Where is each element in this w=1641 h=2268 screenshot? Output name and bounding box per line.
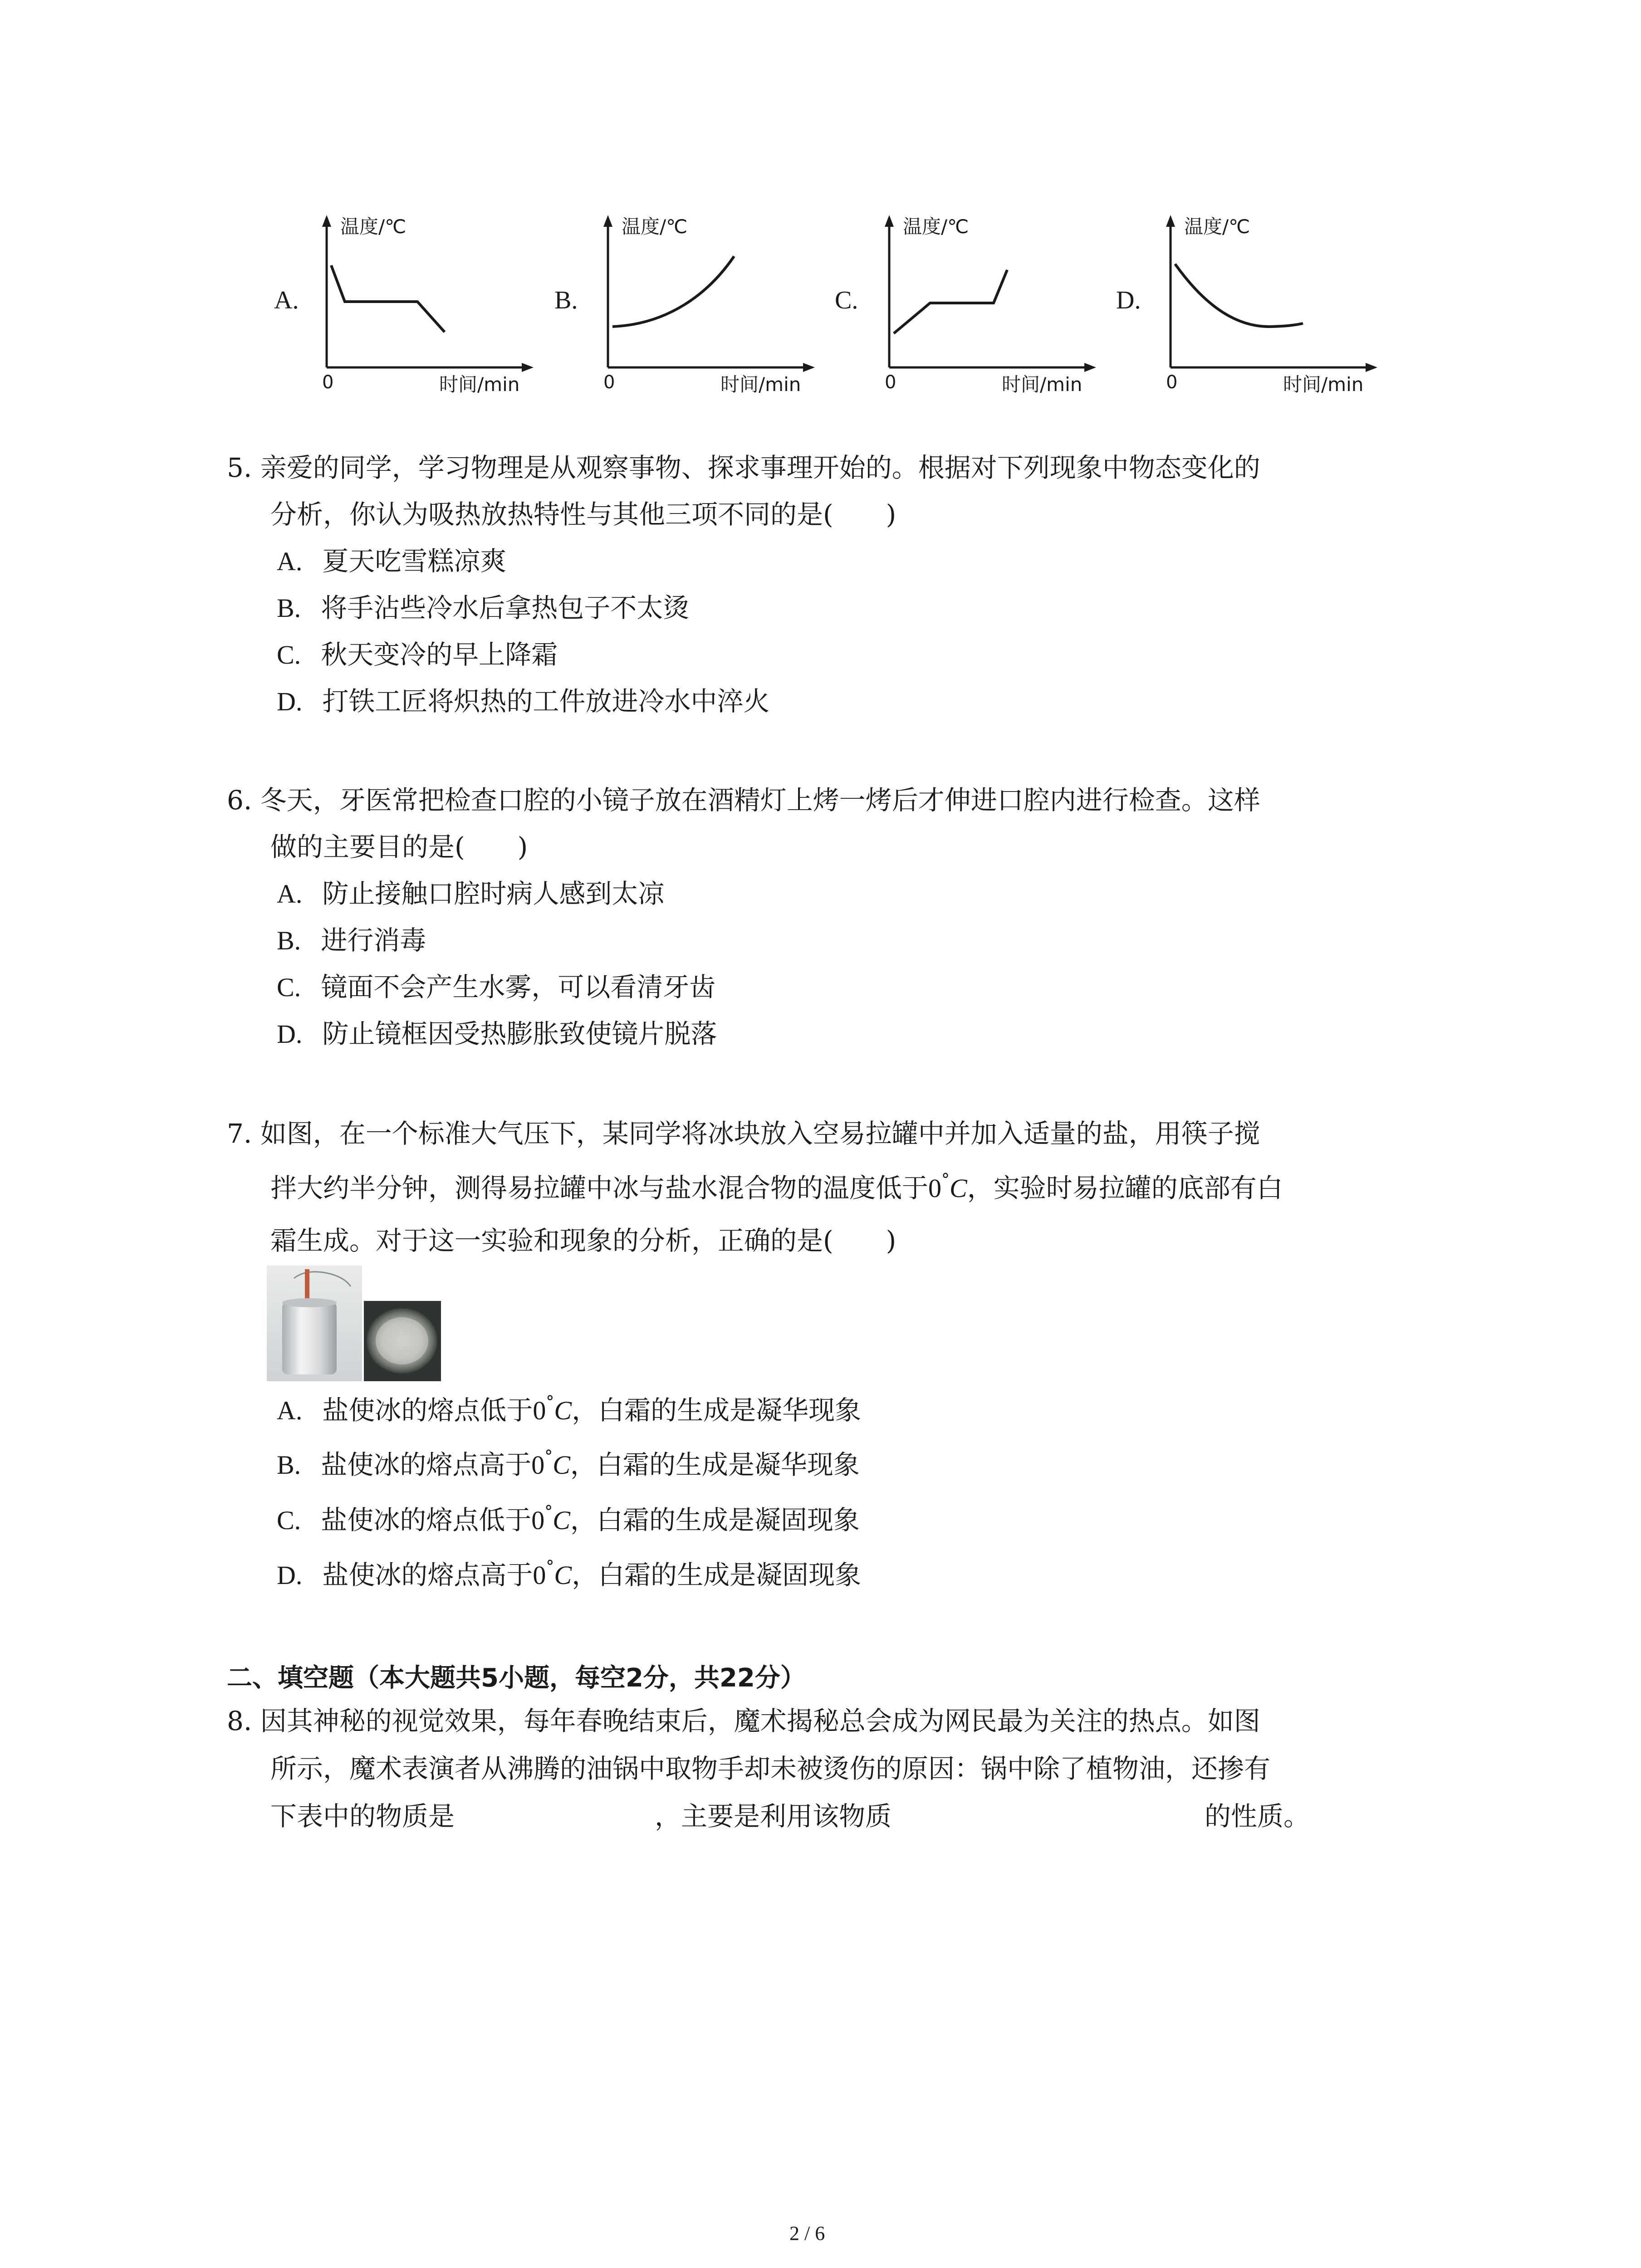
q5-option-a-text: 夏天吃雪糕凉爽 [322, 546, 507, 577]
q8-stem-line1: 8. 因其神秘的视觉效果，每年春晚结束后，魔术揭秘总会成为网民最为关注的热点。如图 [227, 1706, 1260, 1736]
graph-a-ylabel: 温度/℃ [340, 215, 407, 238]
graph-d-curve [1175, 264, 1303, 327]
graph-a-letter: A. [274, 286, 299, 314]
graph-c-xlabel: 时间/min [1002, 373, 1083, 395]
q7-option-a-temp-unit: C [554, 1396, 572, 1425]
q5-option-b [277, 592, 690, 623]
graph-b-xlabel: 时间/min [720, 373, 801, 395]
q7-stem-line1: 7. 如图，在一个标准大气压下，某同学将冰块放入空易拉罐中并加入适量的盐，用筷子搅 [227, 1118, 1260, 1149]
q8-blank-1[interactable] [481, 1799, 649, 1831]
q6-option-b [277, 927, 426, 954]
page-number: 2 / 6 [789, 2222, 825, 2244]
q7-option-a-letter: A. [277, 1396, 303, 1425]
q6-option-b-letter: B. [277, 926, 301, 955]
q6-option-a-letter: A. [277, 879, 303, 909]
q7-option-a [277, 1393, 862, 1426]
q5-option-d-text: 打铁工匠将炽热的工件放进冷水中淬火 [322, 686, 770, 717]
q7-stem-line3: 霜生成。对于这一实验和现象的分析，正确的是( ) [270, 1225, 896, 1256]
q7-temp-num: 0 [928, 1173, 942, 1203]
q8-stem-line3-c: 的性质。 [1205, 1801, 1310, 1832]
q7-option-a-post: ，白霜的生成是凝华现象 [572, 1395, 862, 1426]
q7-option-c-temp-num: 0 [531, 1505, 545, 1535]
q6-stem-line2: 做的主要目的是( ) [270, 831, 528, 862]
q7-option-d-temp-unit: C [554, 1560, 572, 1590]
q5-option-a [277, 548, 506, 575]
q7-option-a-temp-deg: ° [546, 1393, 554, 1412]
q7-option-d-temp-num: 0 [533, 1560, 546, 1590]
graph-c-origin: 0 [885, 372, 896, 393]
q6-stem-line1: 6. 冬天，牙医常把检查口腔的小镜子放在酒精灯上烤一烤后才伸进口腔内进行检查。这样 [227, 785, 1260, 816]
q7-temp [928, 1173, 967, 1203]
graph-d-xlabel: 时间/min [1283, 373, 1364, 395]
q5-stem-line1: 5. 亲爱的同学，学习物理是从观察事物、探求事理开始的。根据对下列现象中物态变化的 [227, 452, 1260, 483]
graph-b-letter: B. [554, 286, 578, 314]
graph-a [309, 213, 544, 395]
q7-option-c [277, 1503, 860, 1535]
q7-temp-unit: C [950, 1173, 967, 1203]
q7-option-a-temp-num: 0 [533, 1396, 546, 1425]
q6-option-d-letter: D. [277, 1019, 303, 1049]
q5-option-b-text: 将手沾些冷水后拿热包子不太烫 [321, 592, 690, 623]
q5-option-b-letter: B. [277, 593, 301, 623]
q7-option-c-temp-unit: C [553, 1505, 570, 1535]
graph-b-curve [612, 256, 734, 327]
q7-option-b [277, 1447, 860, 1480]
q5-option-c-text: 秋天变冷的早上降霜 [321, 639, 558, 670]
q7-option-c-post: ，白霜的生成是凝固现象 [570, 1505, 860, 1535]
graph-c-curve [894, 270, 1007, 333]
q7-option-b-temp-unit: C [553, 1450, 570, 1480]
q6-option-a [277, 880, 664, 907]
q8-stem-line3-a: 下表中的物质是 [270, 1801, 455, 1832]
q7-option-d-pre: 盐使冰的熔点高于 [322, 1559, 533, 1590]
graph-c [871, 213, 1107, 395]
q5-option-d-letter: D. [277, 687, 303, 716]
q5-option-c-letter: C. [277, 640, 301, 670]
q5-stem-line2: 分析，你认为吸热放热特性与其他三项不同的是( ) [270, 499, 896, 530]
q7-option-c-letter: C. [277, 1505, 301, 1535]
q7-stem-line2-post: ，实验时易拉罐的底部有白 [967, 1173, 1283, 1203]
graph-b [590, 213, 826, 395]
q7-option-b-post: ，白霜的生成是凝华现象 [570, 1449, 860, 1480]
q7-option-c-pre: 盐使冰的熔点低于 [321, 1505, 532, 1535]
graph-c-ylabel: 温度/℃ [903, 215, 969, 238]
graph-d-letter: D. [1116, 286, 1141, 314]
q7-stem-line2-pre: 拌大约半分钟，测得易拉罐中冰与盐水混合物的温度低于 [270, 1173, 929, 1203]
graph-a-origin: 0 [322, 372, 334, 393]
q7-temp-deg: ° [941, 1171, 950, 1189]
graph-a-curve [331, 265, 445, 332]
graph-a-xlabel: 时间/min [439, 373, 520, 395]
graph-d-ylabel: 温度/℃ [1184, 215, 1250, 238]
q8-blank-2[interactable] [935, 1799, 1198, 1831]
q7-option-d-post: ，白霜的生成是凝固现象 [572, 1559, 862, 1590]
q5-option-a-letter: A. [277, 547, 303, 576]
q7-option-d-temp-deg: ° [546, 1558, 554, 1576]
section-2-title: 二、填空题（本大题共5小题，每空2分，共22分） [227, 1663, 806, 1693]
q6-option-c [277, 974, 715, 1001]
q6-option-a-text: 防止接触口腔时病人感到太凉 [322, 878, 665, 909]
q7-option-a-pre: 盐使冰的熔点低于 [322, 1395, 533, 1426]
q6-option-d [277, 1018, 717, 1049]
q7-option-d [277, 1558, 862, 1590]
graph-d-origin: 0 [1166, 372, 1178, 393]
q7-option-b-letter: B. [277, 1450, 301, 1480]
q7-option-c-temp-deg: ° [544, 1503, 553, 1521]
graph-b-ylabel: 温度/℃ [622, 215, 688, 238]
q8-stem-line2: 所示，魔术表演者从沸腾的油锅中取物手却未被烫伤的原因：锅中除了植物油，还掺有 [270, 1753, 1271, 1784]
q5-option-c [277, 641, 558, 668]
q7-option-b-pre: 盐使冰的熔点高于 [321, 1449, 532, 1480]
q6-option-c-text: 镜面不会产生水雾，可以看清牙齿 [321, 972, 716, 1002]
graph-c-letter: C. [835, 286, 858, 314]
q5-option-d [277, 688, 769, 715]
q7-stem-line2 [270, 1171, 1283, 1203]
q8-stem-line3-b: ，主要是利用该物质 [655, 1801, 892, 1832]
q6-option-c-letter: C. [277, 973, 301, 1002]
q7-option-b-temp-deg: ° [544, 1447, 553, 1466]
q7-option-d-letter: D. [277, 1560, 303, 1590]
q6-option-d-text: 防止镜框因受热膨胀致使镜片脱落 [322, 1018, 717, 1049]
graph-b-origin: 0 [603, 372, 615, 393]
graph-d [1152, 213, 1388, 395]
q7-experiment-figure [267, 1266, 441, 1381]
q7-option-b-temp-num: 0 [531, 1450, 545, 1480]
q6-option-b-text: 进行消毒 [321, 925, 426, 956]
